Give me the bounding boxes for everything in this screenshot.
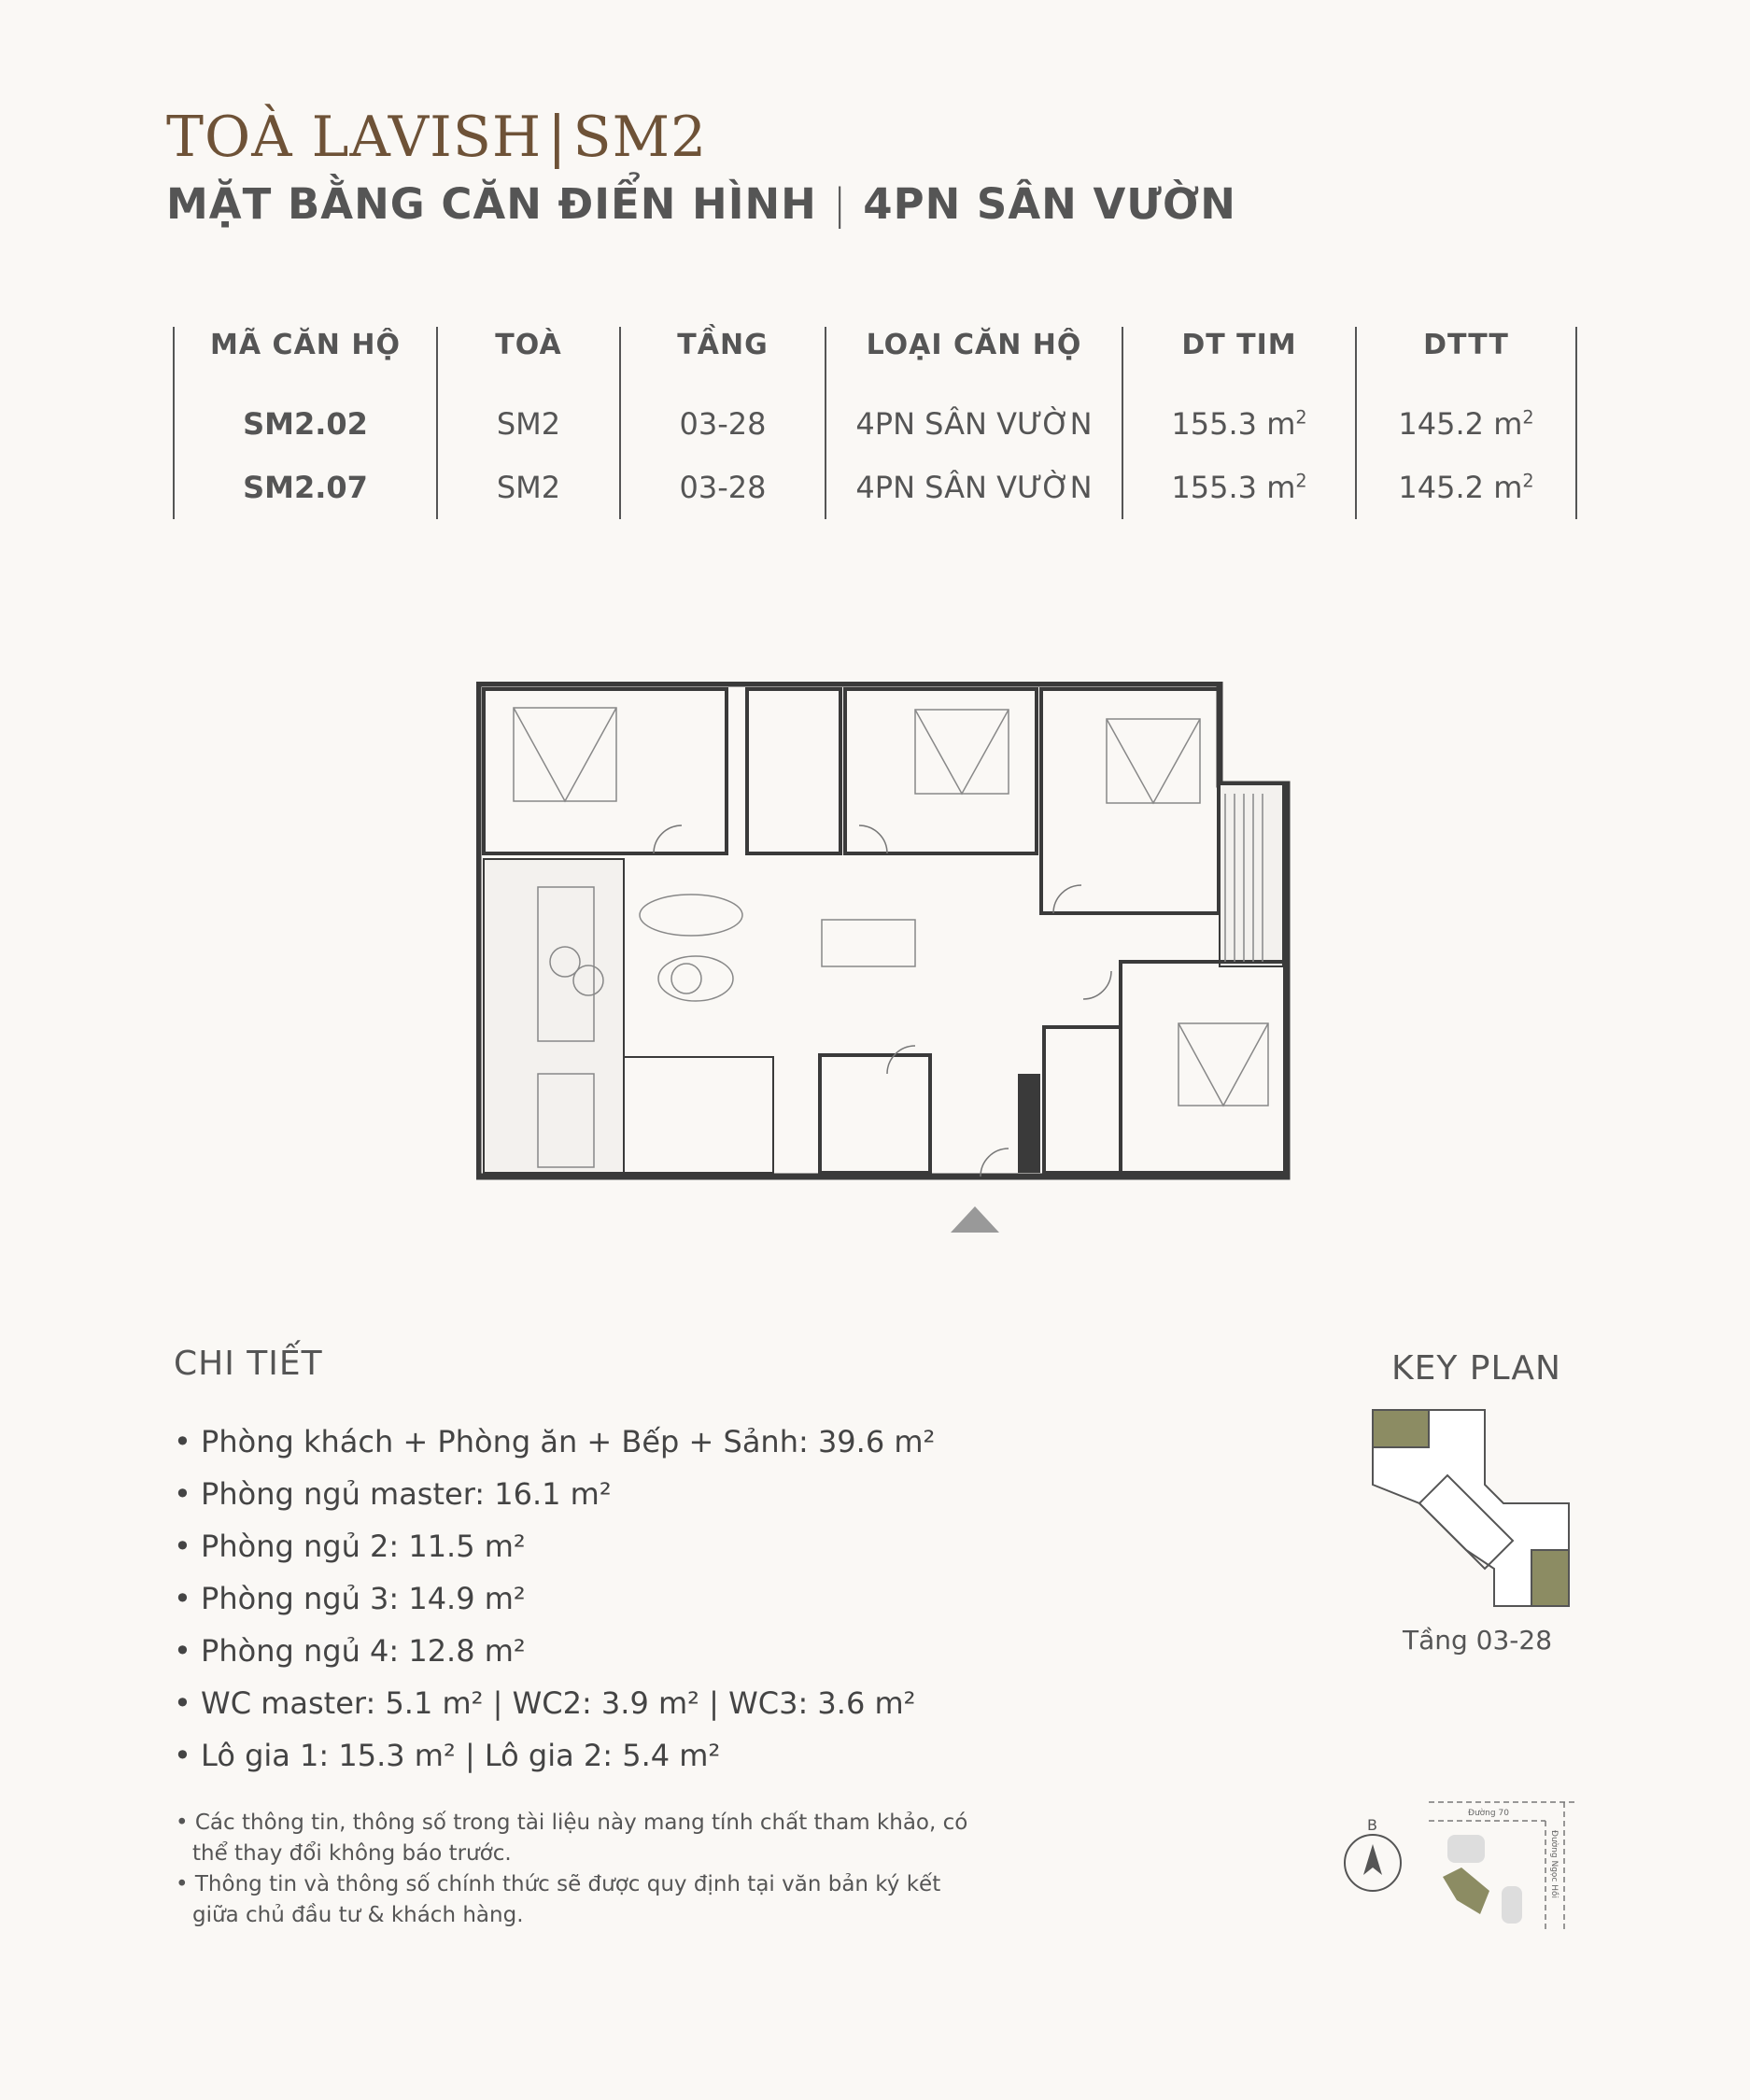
details-heading: CHI TIẾT xyxy=(174,1345,323,1383)
key-plan-diagram xyxy=(1363,1401,1578,1625)
key-plan-floor-label: Tầng 03-28 xyxy=(1403,1625,1553,1656)
unit-net-area: 145.2 $m^2$ xyxy=(1356,392,1576,456)
entrance-arrow-icon xyxy=(951,1206,999,1233)
header-net-area: DTTT xyxy=(1356,327,1576,392)
header-unit-code: MÃ CĂN HỘ xyxy=(174,327,437,392)
list-item: • Phòng ngủ master: 16.1 m² xyxy=(174,1468,935,1520)
units-table xyxy=(173,327,1577,519)
header-gross-area: DT TIM xyxy=(1122,327,1356,392)
unit-net-area: 145.2 $m^2$ xyxy=(1356,456,1576,519)
table-row xyxy=(174,392,1576,456)
details-list xyxy=(174,1416,935,1782)
subtitle-separator: | xyxy=(832,179,848,229)
list-item: • Phòng ngủ 2: 11.5 m² xyxy=(174,1520,935,1572)
unit-type: 4PN SÂN VƯỜN xyxy=(826,392,1122,456)
site-map xyxy=(1335,1793,1588,1942)
building-name: TOÀ LAVISH xyxy=(166,105,543,170)
unit-building: SM2 xyxy=(437,456,620,519)
building-title xyxy=(166,105,707,170)
header-building: TOÀ xyxy=(437,327,620,392)
unit-gross-area: 155.3 $m^2$ xyxy=(1122,456,1356,519)
title-separator: | xyxy=(547,105,568,170)
unit-building: SM2 xyxy=(437,392,620,456)
subtitle-main: MẶT BẰNG CĂN ĐIỂN HÌNH xyxy=(166,179,817,229)
unit-type: 4PN SÂN VƯỜN xyxy=(826,456,1122,519)
list-item: • Phòng ngủ 3: 14.9 m² xyxy=(174,1572,935,1625)
road-label-1: Đường 70 xyxy=(1468,1809,1509,1818)
key-plan-heading: KEY PLAN xyxy=(1391,1349,1561,1388)
unit-code: SM2.07 xyxy=(174,456,437,519)
list-item: • Phòng khách + Phòng ăn + Bếp + Sảnh: 39.6 m² xyxy=(174,1416,935,1468)
header-floor: TẦNG xyxy=(620,327,826,392)
unit-code: SM2.02 xyxy=(174,392,437,456)
road-label-2: Đường Ngọc Hồi xyxy=(1549,1830,1559,1898)
list-item: • WC master: 5.1 m² | WC2: 3.9 m² | WC3: 3.6 m² xyxy=(174,1677,935,1729)
compass-label: B xyxy=(1367,1816,1377,1834)
subtitle-type: 4PN SÂN VƯỜN xyxy=(863,179,1236,229)
table-row xyxy=(174,456,1576,519)
building-code: SM2 xyxy=(572,105,708,170)
table-header-row xyxy=(174,327,1576,392)
unit-floor: 03-28 xyxy=(620,392,826,456)
unit-floor: 03-28 xyxy=(620,456,826,519)
plan-subtitle xyxy=(166,179,1236,229)
list-item: • Lô gia 1: 15.3 m² | Lô gia 2: 5.4 m² xyxy=(174,1729,935,1782)
note-item: • Thông tin và thông số chính thức sẽ được quy định tại văn bản ký kết giữa chủ đầu tư & khách hàng. xyxy=(176,1872,941,1927)
unit-gross-area: 155.3 $m^2$ xyxy=(1122,392,1356,456)
floor-plan xyxy=(476,682,1298,1186)
note-item: • Các thông tin, thông số trong tài liệu này mang tính chất tham khảo, có thể thay đổi không báo trước. xyxy=(176,1811,968,1866)
header-unit-type: LOẠI CĂN HỘ xyxy=(826,327,1122,392)
disclaimer-notes xyxy=(174,1808,986,1931)
list-item: • Phòng ngủ 4: 12.8 m² xyxy=(174,1625,935,1677)
